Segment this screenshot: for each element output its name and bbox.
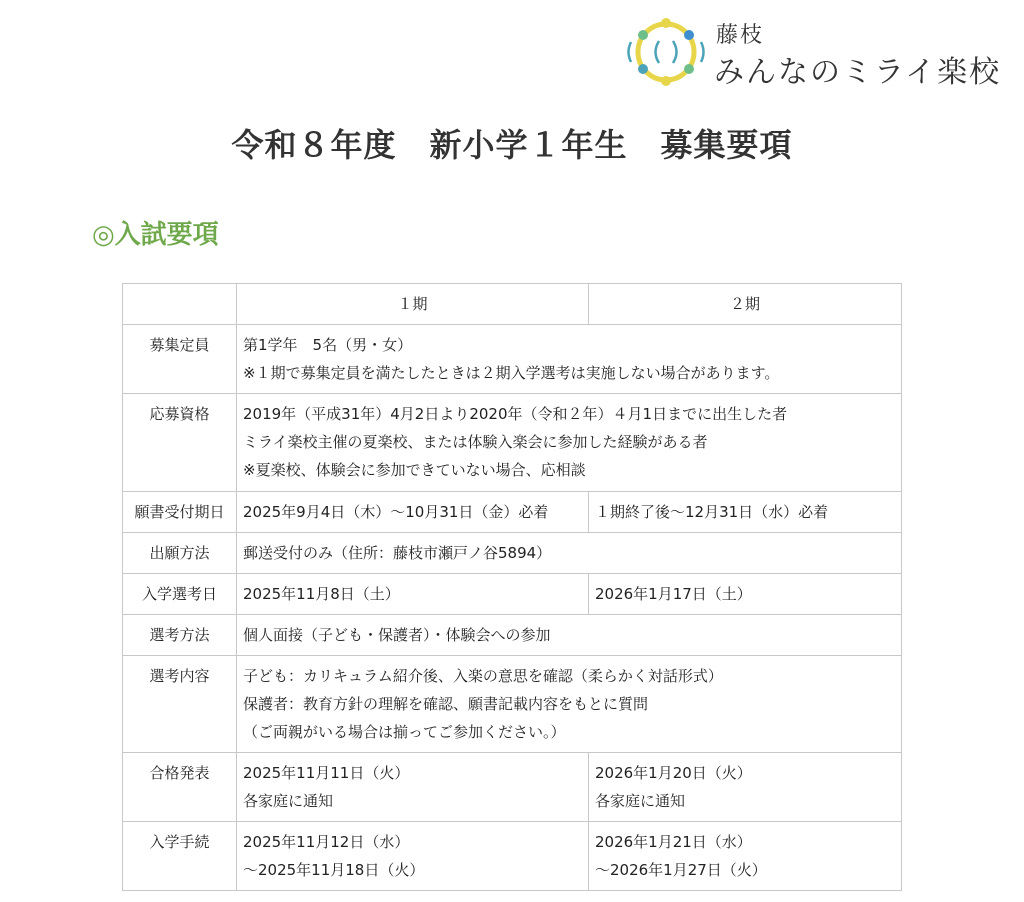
text-line: 第1学年 5名（男・女） (243, 336, 413, 354)
text-line: 各家庭に通知 (243, 792, 334, 810)
text-line: 子ども：カリキュラム紹介後、入楽の意思を確認（柔らかく対話形式） (243, 667, 723, 685)
row-label: 合格発表 (123, 753, 237, 822)
text-line: 〜2026年1月27日（火） (595, 861, 767, 879)
table-row (123, 574, 902, 615)
table-row (123, 753, 902, 822)
section-heading: ◎入試要項 (92, 220, 219, 250)
text-line: （ご両親がいる場合は揃ってご参加ください。） (243, 723, 566, 741)
application-period-2: １期終了後〜12月31日（水）必着 (589, 492, 902, 533)
result-period-1 (237, 753, 589, 822)
text-line: ミライ楽校主催の夏楽校、または体験入楽会に参加した経験がある者 (243, 433, 708, 451)
exam-date-period-1: 2025年11月8日（土） (237, 574, 589, 615)
row-label: 募集定員 (123, 325, 237, 394)
result-period-2 (589, 753, 902, 822)
row-label: 選考方法 (123, 615, 237, 656)
text-line: 保護者：教育方針の理解を確認、願書記載内容をもとに質問 (243, 695, 649, 713)
requirements-table (122, 283, 902, 891)
logo-mark-icon (622, 12, 710, 92)
header-period-1: １期 (237, 284, 589, 325)
row-label: 選考内容 (123, 656, 237, 753)
table-row (123, 492, 902, 533)
procedure-period-2 (589, 822, 902, 891)
capacity-value (237, 325, 902, 394)
text-line: 2025年11月11日（火） (243, 764, 410, 782)
row-label: 応募資格 (123, 394, 237, 492)
logo-school-name: みんなのミライ楽校 (714, 55, 1002, 90)
logo-small-text: 藤枝 (716, 23, 765, 48)
row-label: 出願方法 (123, 533, 237, 574)
procedure-period-1 (237, 822, 589, 891)
text-line: 2019年（平成31年）4月2日より2020年（令和２年）４月1日までに出生した者 (243, 405, 788, 423)
text-line: 2025年11月12日（水） (243, 833, 410, 851)
table-row (123, 656, 902, 753)
row-label: 入学選考日 (123, 574, 237, 615)
exam-date-period-2: 2026年1月17日（土） (589, 574, 902, 615)
table-row (123, 615, 902, 656)
table-row (123, 394, 902, 492)
text-line: 〜2025年11月18日（火） (243, 861, 425, 879)
exam-method-value: 個人面接（子ども・保護者）・体験会への参加 (237, 615, 902, 656)
text-line: 各家庭に通知 (595, 792, 686, 810)
header-empty-cell (123, 284, 237, 325)
page-title: 令和８年度 新小学１年生 募集要項 (231, 126, 793, 164)
exam-content-value (237, 656, 902, 753)
header-period-2: ２期 (589, 284, 902, 325)
application-period-1: 2025年9月4日（木）〜10月31日（金）必着 (237, 492, 589, 533)
row-label: 願書受付期日 (123, 492, 237, 533)
text-line: 2026年1月20日（火） (595, 764, 752, 782)
text-line: 2026年1月21日（水） (595, 833, 752, 851)
text-line: ※夏楽校、体験会に参加できていない場合、応相談 (243, 461, 586, 479)
school-logo (622, 12, 1012, 92)
table-row (123, 533, 902, 574)
table-row (123, 325, 902, 394)
method-value: 郵送受付のみ（住所：藤枝市瀬戸ノ谷5894） (237, 533, 902, 574)
text-line: ※１期で募集定員を満たしたときは２期入学選考は実施しない場合があります。 (243, 364, 780, 382)
table-header-row (123, 284, 902, 325)
table-row (123, 822, 902, 891)
row-label: 入学手続 (123, 822, 237, 891)
eligibility-value (237, 394, 902, 492)
